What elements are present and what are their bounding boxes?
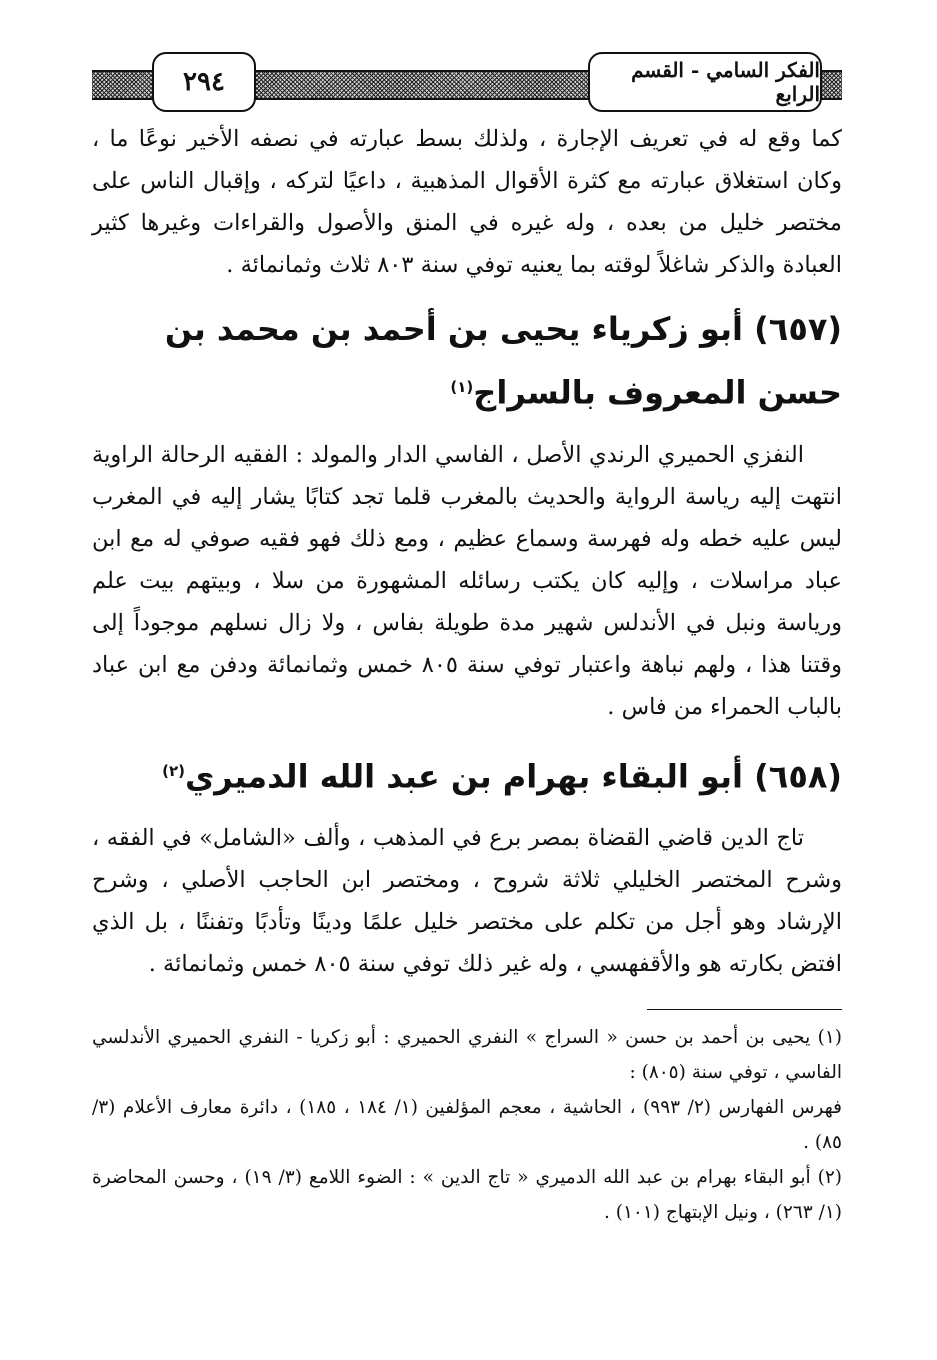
footnote-1-sources: فهرس الفهارس (٢/ ٩٩٣) ، الحاشية ، معجم المؤلفين (١/ ١٨٤ ، ١٨٥) ، دائرة معارف الأعلام (٣/ ٨٥) . bbox=[92, 1097, 842, 1154]
intro-paragraph: كما وقع له في تعريف الإجارة ، ولذلك بسط عبارته في نصفه الأخير نوعًا ما ، وكان استغلاق عبارته مع كثرة الأقوال المذهبية ، داعيًا لتركه ، وإقبال الناس على مختصر خليل من بعده ، وله غيره في المنق والأصول والقراءات وغيرها كثير العبادة والذكر شاغلاً لوقته بما يعنيه توفي سنة ٨٠٣ ثلاث وثمانمائة . bbox=[92, 126, 842, 278]
footnote-ref-2[interactable]: (٢) bbox=[162, 761, 185, 780]
entry-body-657: النفزي الحميري الرندي الأصل ، الفاسي الدار والمولد : الفقيه الرحالة الراوية انتهت إليه رياسة الرواية والحديث بالمغرب قلما تجد كتابًا يشار إليه في المغرب ليس عليه خطه وله فهرسة وسماع عظيم ، ومع ذلك فهو فقيه صوفي له مع ابن عباد مراسلات ، وإليه كان يكتب رسائله المشهورة من سلا ، وبيتهم بيت علم ورياسة ونبل في الأندلس شهير مدة طويلة بفاس ، ولا زال نسلهم موجوداً إلى وقتنا هذا ، ولهم نباهة واعتبار توفي سنة ٨٠٥ خمس وثمانمائة ودفن مع ابن عباد بالباب الحمراء من فاس . bbox=[92, 441, 842, 720]
page-number: ٢٩٤ bbox=[152, 52, 256, 112]
page-body bbox=[92, 118, 842, 1230]
entry-title-658: (٦٥٨) أبو البقاء بهرام بن عبد الله الدميري bbox=[184, 757, 842, 796]
footnote-separator bbox=[647, 1009, 842, 1010]
entry-body-658: تاج الدين قاضي القضاة بمصر برع في المذهب ، وألف «الشامل» في الفقه ، وشرح المختصر الخليلي ثلاثة شروح ، ومختصر ابن الحاجب الأصلي ، وشرح الإرشاد وهو أجل من تكلم على مختصر خليل علمًا ودينًا وتأدبًا وتفننًا ، بل الذي افتض بكارته هو والأقفهسي ، وله غير ذلك توفي سنة ٨٠٥ خمس وثمانمائة . bbox=[92, 825, 842, 978]
footnote-ref-1[interactable]: (١) bbox=[450, 378, 474, 396]
entry-title-657: (٦٥٧) أبو زكرياء يحيى بن أحمد بن محمد بن حسن المعروف بالسراج bbox=[164, 310, 842, 412]
footnote-1: (١) يحيى بن أحمد بن حسن « السراج » النفري الحميري : أبو زكريا - النفري الحميري الأندلسي الفاسي ، توفي سنة (٨٠٥) : bbox=[92, 1027, 842, 1084]
footnote-2: (٢) أبو البقاء بهرام بن عبد الله الدميري « تاج الدين » : الضوء اللامع (٣/ ١٩) ، وحسن المحاضرة (١/ ٢٦٣) ، ونيل الإبتهاج (١٠١) . bbox=[92, 1167, 842, 1224]
entry-heading-658 bbox=[92, 742, 842, 806]
entry-heading-657 bbox=[92, 300, 842, 422]
running-title: الفكر السامي - القسم الرابع bbox=[588, 52, 822, 112]
page-header bbox=[92, 48, 842, 112]
